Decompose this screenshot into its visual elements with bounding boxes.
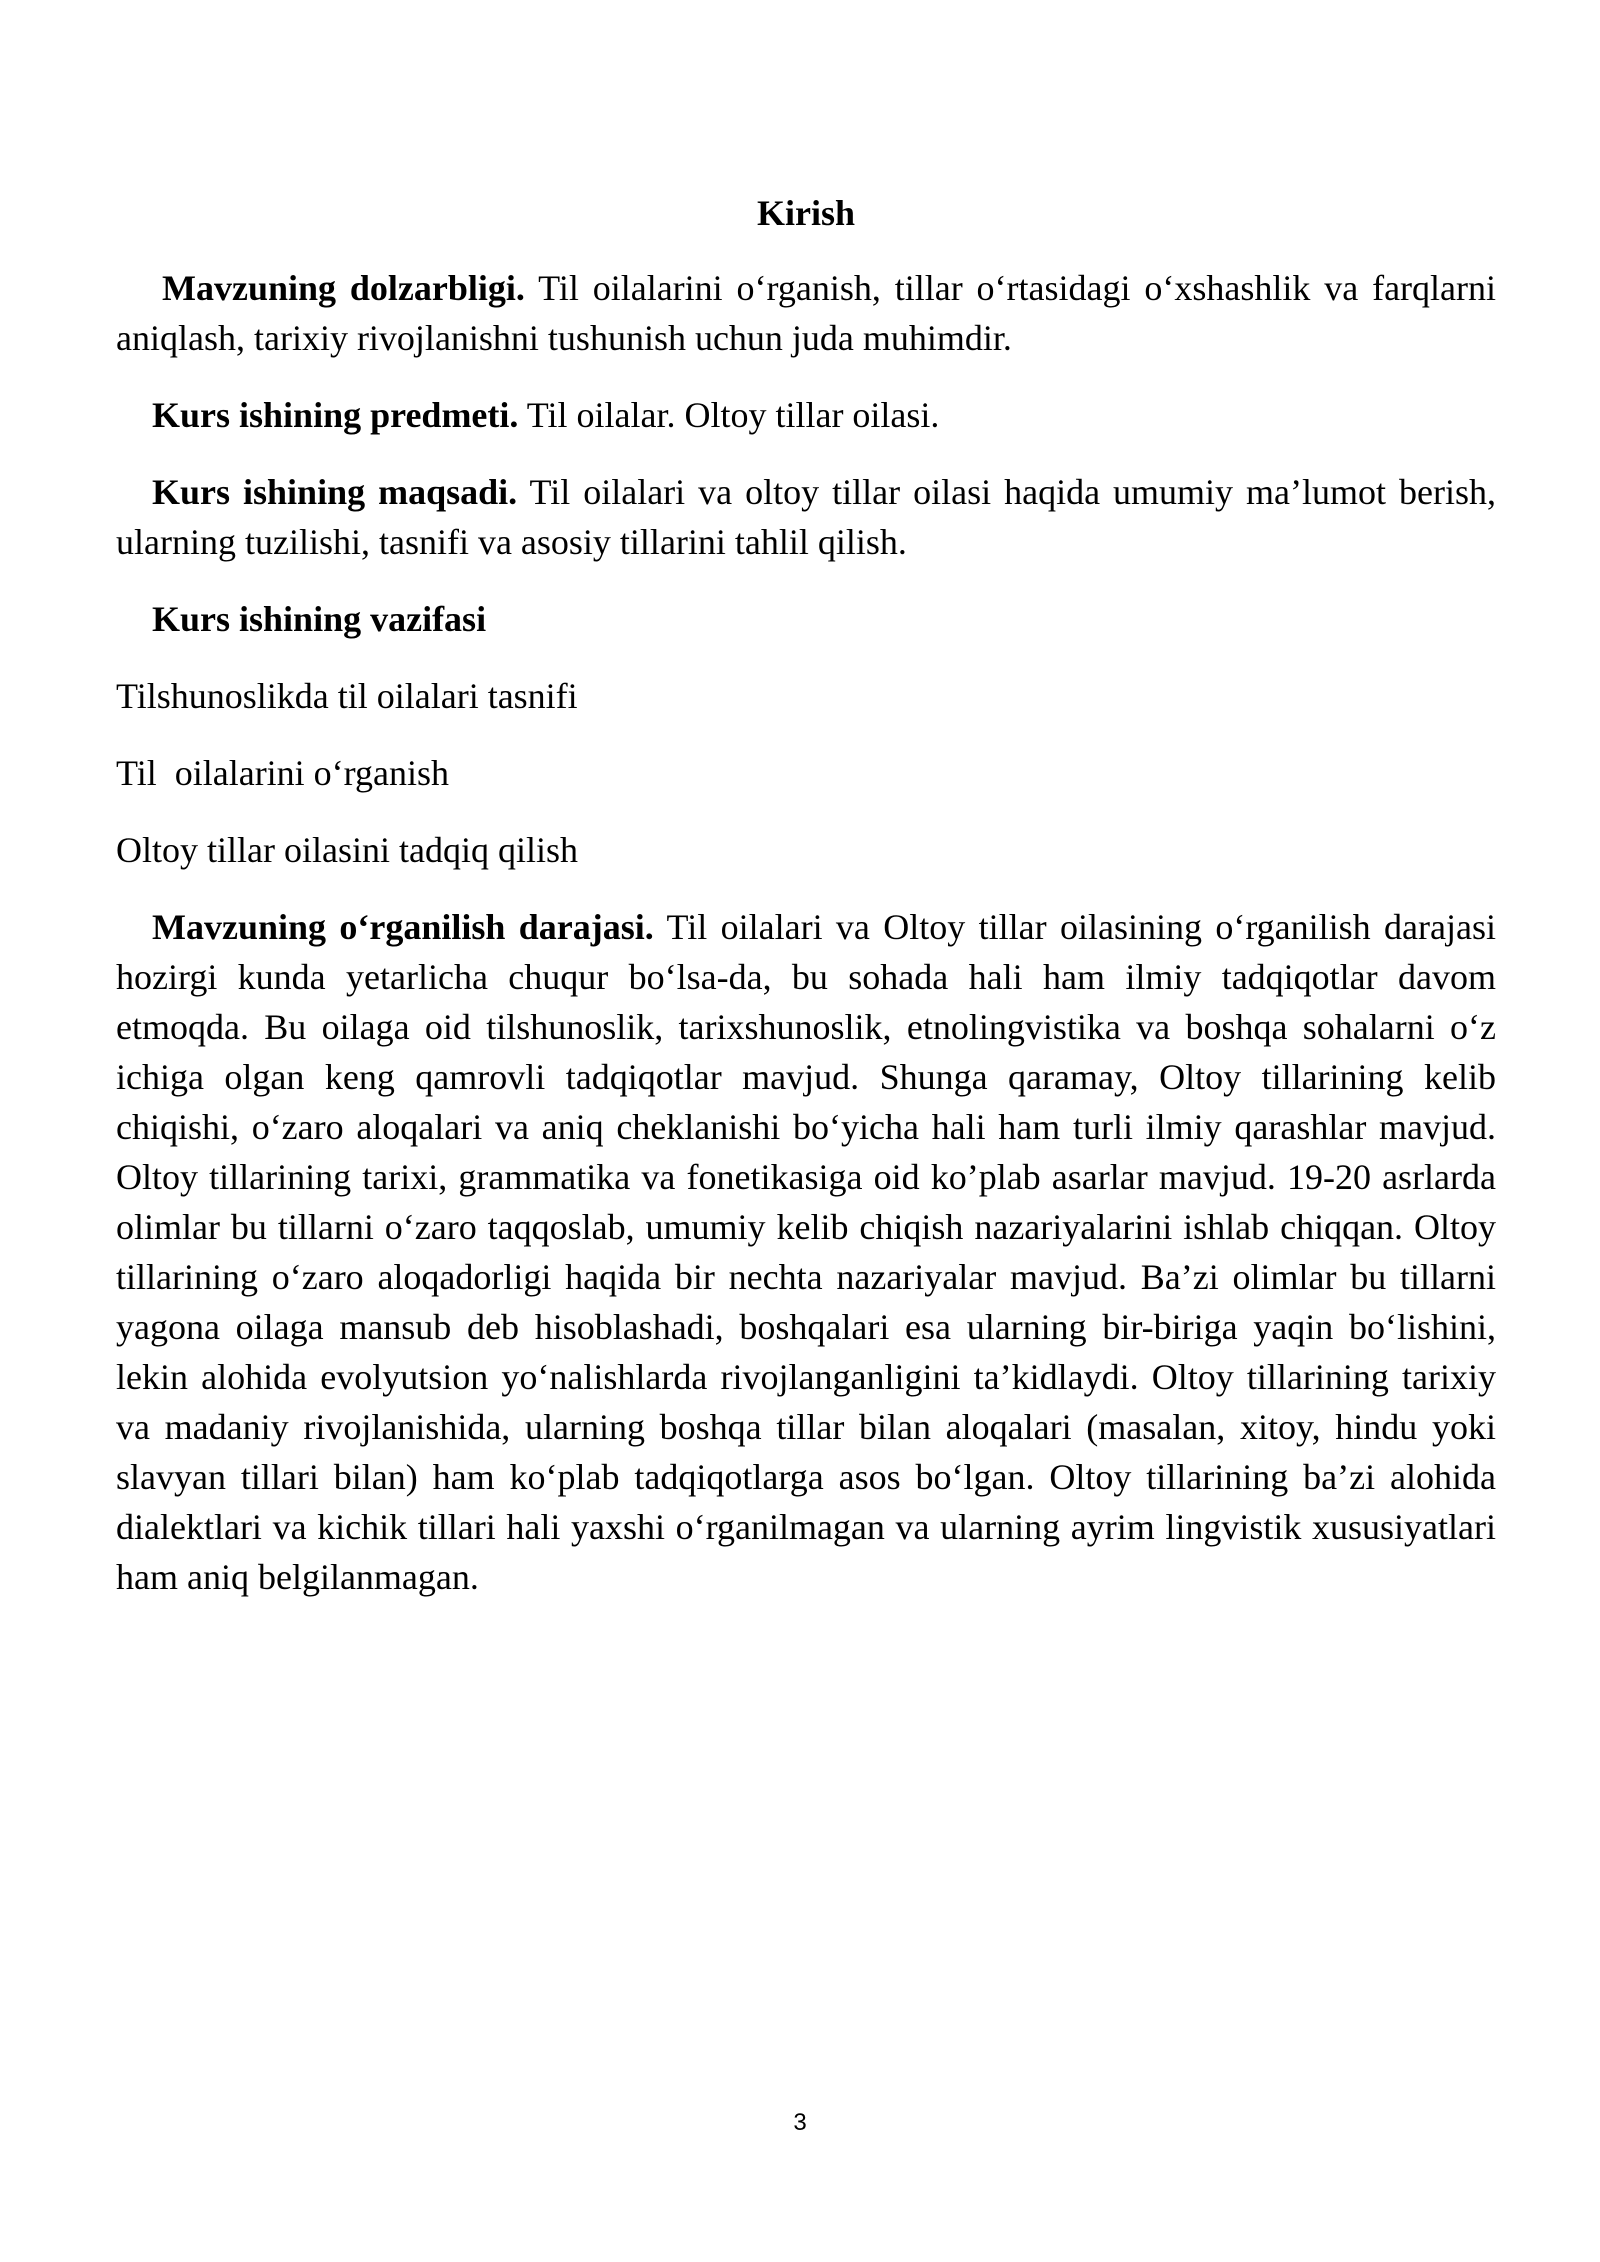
section-heading: Kirish	[756, 193, 855, 233]
aim-label: Kurs ishining maqsadi.	[152, 472, 518, 512]
study-degree-label: Mavzuning o‘rganilish darajasi.	[152, 907, 654, 947]
task-item: Oltoy tillar oilasini tadqiq qilish	[116, 830, 578, 870]
task-item: Til oilalarini o‘rganish	[116, 753, 449, 793]
tasks-label: Kurs ishining vazifasi	[152, 599, 487, 639]
tasks-heading	[116, 594, 1496, 644]
study-degree-paragraph	[116, 902, 1496, 1602]
aim-paragraph	[116, 467, 1496, 567]
aim-text: Til oilalari va oltoy tillar oilasi haqida umumiy ma’lumot berish, ularning tuzilishi, tasnifi va asosiy tillarini tahlil qilish.	[116, 472, 1497, 562]
page-number: 3	[793, 2109, 807, 2136]
relevance-paragraph	[116, 263, 1496, 363]
task-item: Tilshunoslikda til oilalari tasnifi	[116, 676, 578, 716]
page-content	[116, 188, 1496, 1602]
subject-text: Til oilalar. Oltoy tillar oilasi.	[518, 395, 940, 435]
relevance-label: Mavzuning dolzarbligi.	[162, 268, 525, 308]
subject-paragraph	[116, 390, 1496, 440]
relevance-text: Til oilalarini o‘rganish, tillar o‘rtasidagi o‘xshashlik va farqlarni aniqlash, tarixiy rivojlanishni tushunish uchun juda muhimdir.	[116, 268, 1497, 358]
study-degree-text: Til oilalari va Oltoy tillar oilasining o‘rganilish darajasi hozirgi kunda yetarlicha chuqur bo‘lsa-da, bu sohada hali ham ilmiy tadqiqotlar davom etmoqda. Bu oilaga oid tilshunoslik, tarixshunoslik, etnolingvistika va boshqa sohalarni o‘z ichiga olgan keng qamrovli tadqiqotlar mavjud. Shunga qaramay, Oltoy tillarining kelib chiqishi, o‘zaro aloqalari va aniq cheklanishi bo‘yicha hali ham turli ilmiy qarashlar mavjud. Oltoy tillarining tarixi, grammatika va fonetikasiga oid ko’plab asarlar mavjud. 19-20 asrlarda olimlar bu tillarni o‘zaro taqqoslab, umumiy kelib chiqish nazariyalarini ishlab chiqqan. Oltoy tillarining o‘zaro aloqadorligi haqida bir nechta nazariyalar mavjud. Ba’zi olimlar bu tillarni yagona oilaga mansub deb hisoblashadi, boshqalari esa ularning bir-biriga yaqin bo‘lishini, lekin alohida evolyutsion yo‘nalishlarda rivojlanganligini ta’kidlaydi. Oltoy tillarining tarixiy va madaniy rivojlanishida, ularning boshqa tillar bilan aloqalari (masalan, xitoy, hindu yoki slavyan tillari bilan) ham ko‘plab tadqiqotlarga asos bo‘lgan. Oltoy tillarining ba’zi alohida dialektlari va kichik tillari hali yaxshi o‘rganilmagan va ularning ayrim lingvistik xususiyatlari ham aniq belgilanmagan.	[116, 907, 1496, 1597]
subject-label: Kurs ishining predmeti.	[152, 395, 519, 435]
